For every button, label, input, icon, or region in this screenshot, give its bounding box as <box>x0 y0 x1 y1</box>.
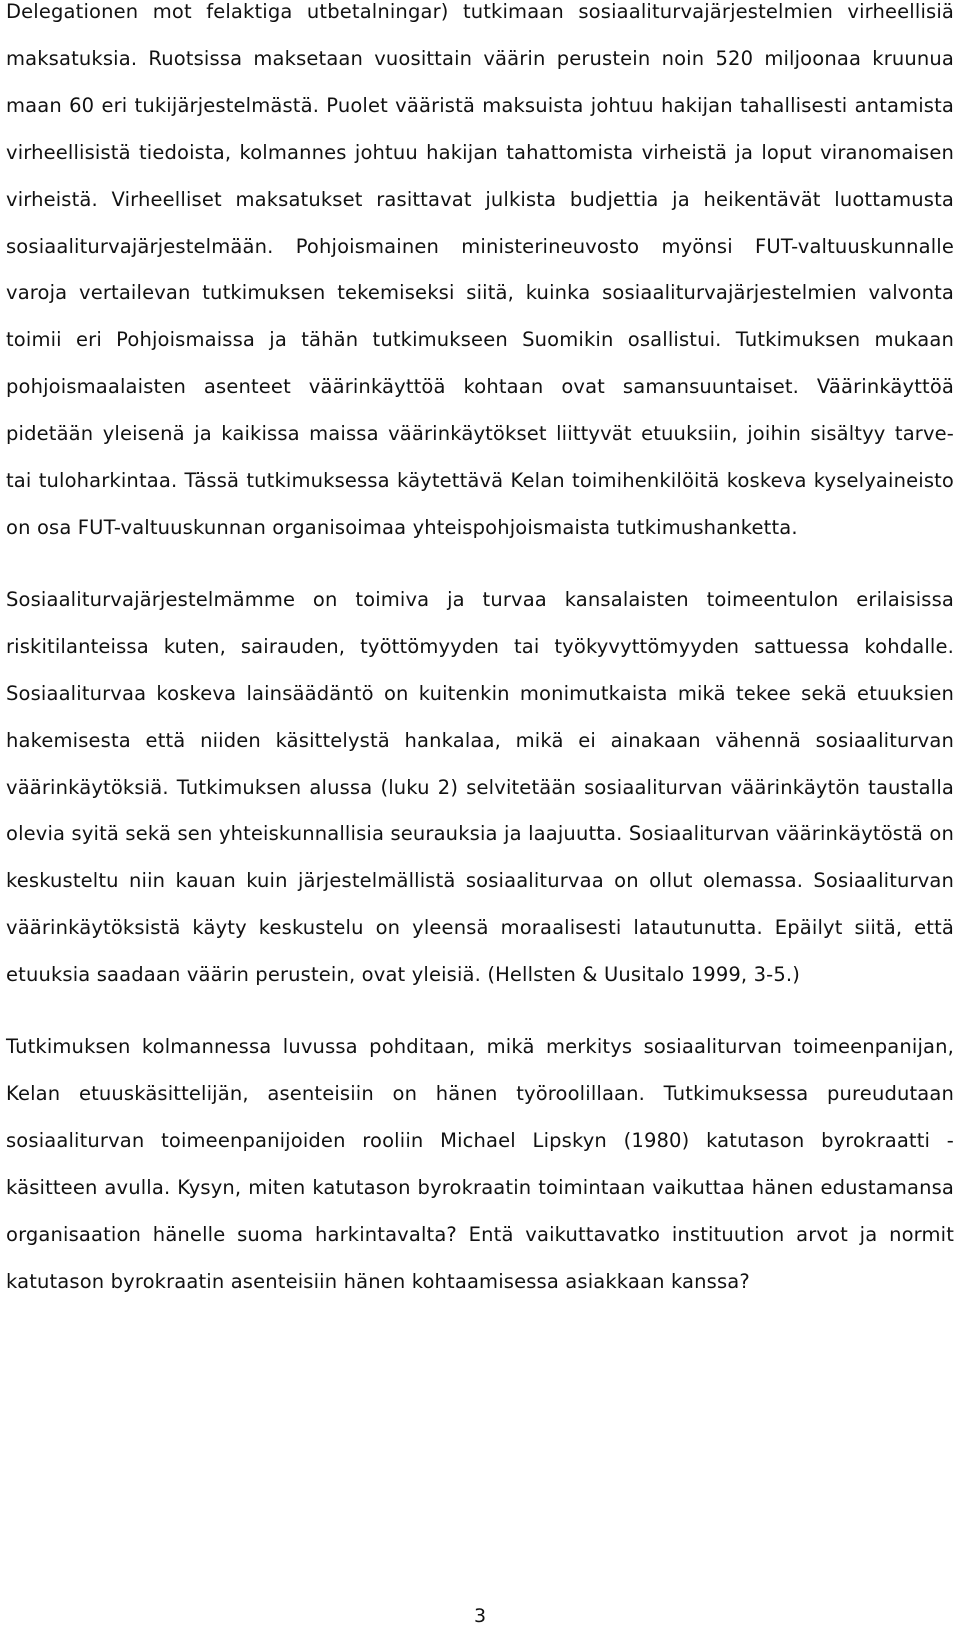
document-page <box>6 0 954 1305</box>
body-paragraph-3: Tutkimuksen kolmannessa luvussa pohditaan, mikä merkitys sosiaaliturvan toimeenpanijan, Kelan etuuskäsittelijän, asenteisiin on hänen työroolillaan. Tutkimuksessa pureudutaan sosiaaliturvan toimeenpanijoiden rooliin Michael Lipskyn (1980) katutason byrokraatti -käsitteen avulla. Kysyn, miten katutason byrokraatin toimintaan vaikuttaa hänen edustamansa organisaation hänelle suoma harkintavalta? Entä vaikuttavatko instituution arvot ja normit katutason byrokraatin asenteisiin hänen kohtaamisessa asiakkaan kanssa? <box>6 1035 954 1293</box>
body-paragraph-2: Sosiaaliturvajärjestelmämme on toimiva ja turvaa kansalaisten toimeentulon erilaisissa riskitilanteissa kuten, sairauden, työttömyyden tai työkyvyttömyyden sattuessa kohdalle. Sosiaaliturvaa koskeva lainsäädäntö on kuitenkin monimutkaista mikä tekee sekä etuuksien hakemisesta että niiden käsittelystä hankalaa, mikä ei ainakaan vähennä sosiaaliturvan väärinkäytöksiä. Tutkimuksen alussa (luku 2) selvitetään sosiaaliturvan väärinkäytön taustalla olevia syitä sekä sen yhteiskunnallisia seurauksia ja laajuutta. Sosiaaliturvan väärinkäytöstä on keskusteltu niin kauan kuin järjestelmällistä sosiaaliturvaa on ollut olemassa. Sosiaaliturvan väärinkäytöksistä käyty keskustelu on yleensä moraalisesti latautunutta. Epäilyt siitä, että etuuksia saadaan väärin perustein, ovat yleisiä. (Hellsten & Uusitalo 1999, 3-5.) <box>6 587 954 987</box>
page-number: 3 <box>473 1605 487 1627</box>
body-paragraph-1: Delegationen mot felaktiga utbetalningar) tutkimaan sosiaaliturvajärjestelmien virheellisiä maksatuksia. Ruotsissa maksetaan vuosittain väärin perustein noin 520 miljoonaa kruunua maan 60 eri tukijärjestelmästä. Puolet vääristä maksuista johtuu hakijan tahallisesti antamista virheellisistä tiedoista, kolmannes johtuu hakijan tahattomista virheistä ja loput viranomaisen virheistä. Virheelliset maksatukset rasittavat julkista budjettia ja heikentävät luottamusta sosiaaliturvajärjestelmään. Pohjoismainen ministerineuvosto myönsi FUT-valtuuskunnalle varoja vertailevan tutkimuksen tekemiseksi siitä, kuinka sosiaaliturvajärjestelmien valvonta toimii eri Pohjoismaissa ja tähän tutkimukseen Suomikin osallistui. Tutkimuksen mukaan pohjoismaalaisten asenteet väärinkäyttöä kohtaan ovat samansuuntaiset. Väärinkäyttöä pidetään yleisenä ja kaikissa maissa väärinkäytökset liittyvät etuuksiin, joihin sisältyy tarve- tai tuloharkintaa. Tässä tutkimuksessa käytettävä Kelan toimihenkilöitä koskeva kyselyaineisto on osa FUT-valtuuskunnan organisoimaa yhteispohjoismaista tutkimushanketta. <box>6 0 954 539</box>
